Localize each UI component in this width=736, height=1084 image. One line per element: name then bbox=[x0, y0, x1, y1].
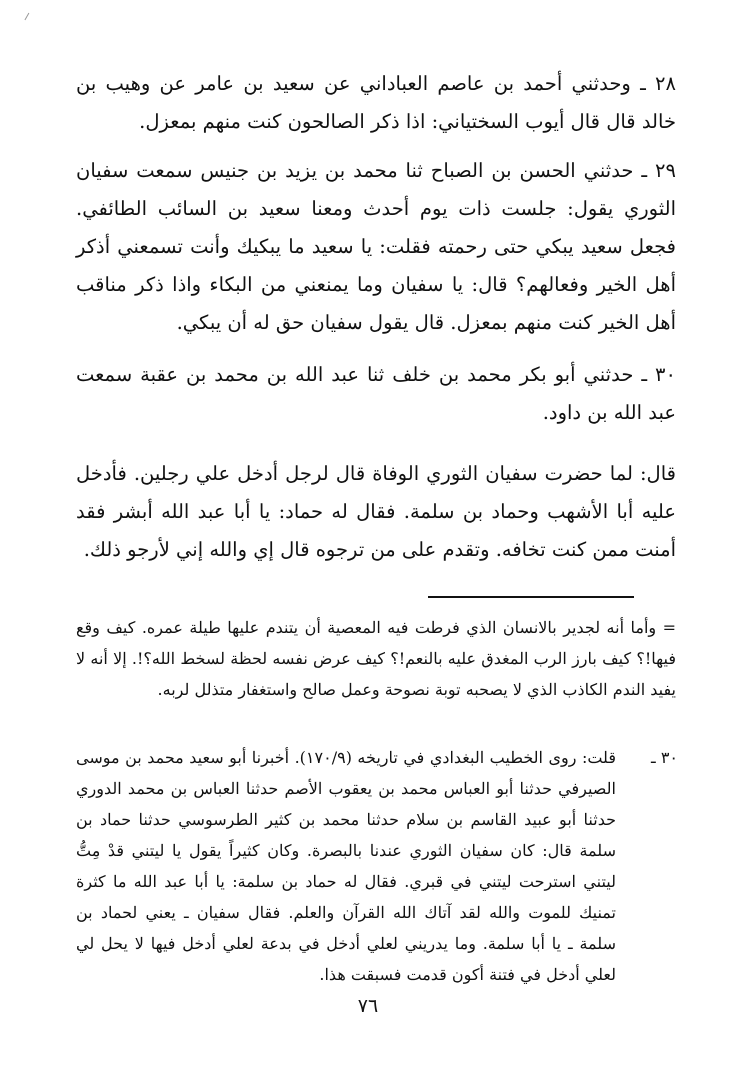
scan-mark bbox=[24, 13, 34, 23]
footnote-number: ٣٠ ـ bbox=[651, 748, 678, 767]
footnote-30-text: قلت: روى الخطيب البغدادي في تاريخه (١٧٠/٩). أخبرنا أبو سعيد محمد بن موسى الصيرفي حدثنا أبو العباس محمد بن يعقوب الأصم حدثنا العباس بن محمد الدوري حدثنا أبو عبيد القاسم بن سلام حدثنا محمد بن كثير الطرسوسي حدثنا حماد بن سلمة قال: كان سفيان الثوري عندنا بالبصرة. وكان كثيراً يقول يا ليتني قدْ مِتُّ ليتني استرحت ليتني في قبري. فقال له حماد بن سلمة: يا أبا عبد الله ما كثرة تمنيك للموت والله لقد آتاك الله القرآن والعلم. فقال سفيان ـ يعني لحماد بن سلمة ـ يا أبا سلمة. وما يدريني لعلي أدخل في بدعة لعلي أدخل فيها لا يحل لي لعلي أدخل في فتنة أكون قدمت فسبقت هذا. bbox=[76, 748, 617, 984]
page-number: ٧٦ bbox=[357, 995, 379, 1017]
paragraph-28: ٢٨ ـ وحدثني أحمد بن عاصم العباداني عن سعيد بن عامر عن وهيب بن خالد قال قال أيوب السختياني: اذا ذكر الصالحون كنت منهم بمعزل. bbox=[76, 72, 676, 133]
paragraph-30-continuation: قال: لما حضرت سفيان الثوري الوفاة قال لرجل أدخل علي رجلين. فأدخل عليه أبا الأشهب وحماد بن سلمة. فقال له حماد: يا أبا عبد الله أبشر فقد أمنت ممن كنت تخافه. وتقدم على من ترجوه قال إي والله إني لأرجو ذلك. bbox=[76, 462, 676, 561]
footnote-continuation: = وأما أنه لجدير بالانسان الذي فرطت فيه المعصية أن يتندم عليها طيلة عمره. كيف وقع فيها!؟ كيف بارز الرب المغدق عليه بالنعم!؟ كيف عرض نفسه لحظة لسخط الله؟!. إلا أنه لا يفيد الندم الكاذب الذي لا يصحبه توبة نصوحة وعمل صالح واستغفار متذلل لربه. bbox=[76, 618, 676, 699]
paragraph-30: ٣٠ ـ حدثني أبو بكر محمد بن خلف ثنا عبد الله بن محمد بن عقبة سمعت عبد الله بن داود. bbox=[76, 363, 676, 424]
paragraph-29: ٢٩ ـ حدثني الحسن بن الصباح ثنا محمد بن يزيد بن جنيس سمعت سفيان الثوري يقول: جلست ذات يوم أحدث ومعنا سعيد بن السائب الطائفي. فجعل سعيد يبكي حتى رحمته فقلت: يا سعيد ما يبكيك وأنت تسمعني أذكر أهل الخير وفعالهم؟ قال: يا سفيان وما يمنعني من البكاء واذا ذكر مناقب أهل الخير كنت منهم بمعزل. قال يقول سفيان حق له أن يبكي. bbox=[76, 159, 676, 334]
footnote-separator bbox=[428, 596, 634, 598]
